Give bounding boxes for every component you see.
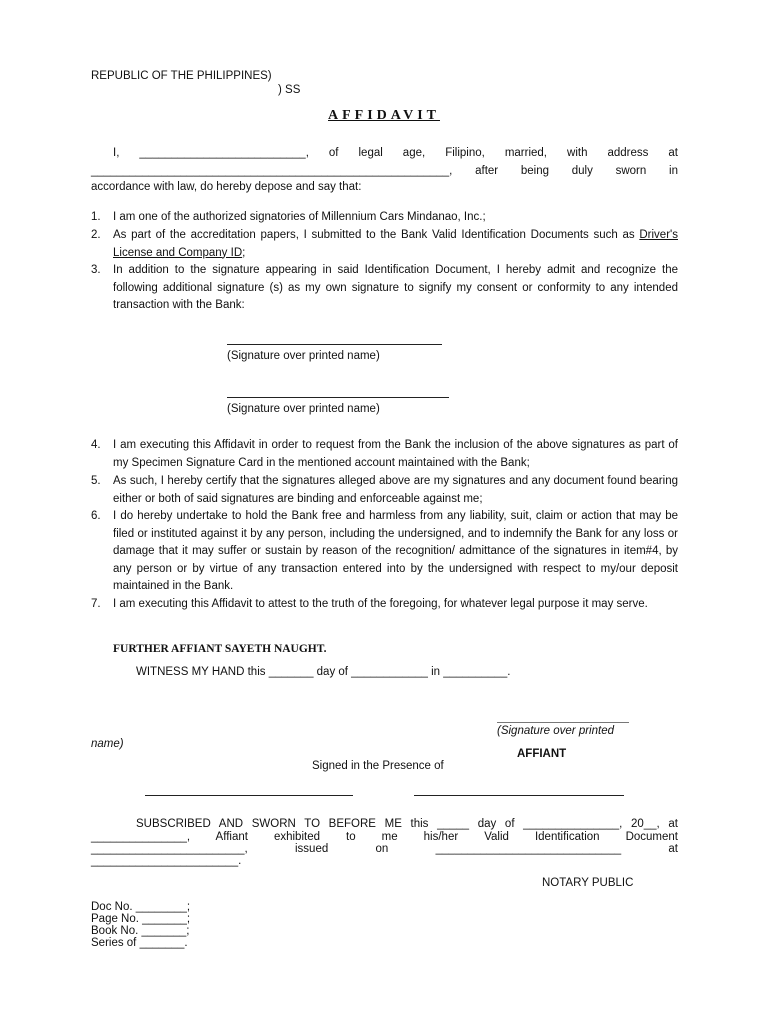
affiant-signature-caption-cont: name) [91, 738, 124, 750]
item-number: 3. [91, 264, 101, 276]
signature-line-2 [227, 397, 449, 398]
affiant-label: AFFIANT [517, 748, 567, 760]
doc-no: Doc No. ________; [91, 901, 191, 913]
intro-line-3: accordance with law, do hereby depose and say that: [91, 181, 362, 193]
item-text: I am executing this Affidavit to attest to the truth of the foregoing, for whatever legal purpose it may serve. [113, 598, 648, 610]
doc-references [91, 901, 190, 949]
item-text-before: As part of the accreditation papers, I submitted to the Bank Valid Identification Documents such as [113, 229, 635, 241]
signature-caption-1: (Signature over printed name) [227, 350, 380, 362]
witness-signature-line-1 [145, 795, 353, 796]
ss-header: ) SS [278, 84, 301, 96]
page-no: Page No. _______; [91, 913, 191, 925]
intro-line-2: ________________________________________________________, after being duly sworn in [91, 165, 678, 177]
signature-line-1 [227, 344, 442, 345]
item-number: 5. [91, 475, 101, 487]
jurat-line-3: ________________________, issued on _____________________________ at [91, 843, 678, 855]
item-text: In addition to the signature appearing in said Identification Document, I hereby admit and recognize the following additional signature (s) as my own signature to signify my consent or conformity to any intended transaction with the Bank: [113, 264, 678, 311]
signature-caption-2: (Signature over printed name) [227, 403, 380, 415]
affiant-signature-line [497, 722, 629, 723]
signed-presence: Signed in the Presence of [312, 760, 444, 772]
notary-public-label: NOTARY PUBLIC [542, 877, 634, 889]
item-text [113, 227, 678, 262]
document-title: AFFIDAVIT [328, 108, 440, 123]
item-text-underlined: Driver's License and Company ID [113, 229, 678, 259]
affiant-signature-caption: (Signature over printed [497, 725, 614, 737]
item-number: 1. [91, 211, 101, 223]
intro-line-1: I, __________________________, of legal age, Filipino, married, with address at [113, 147, 678, 159]
jurat-line-1: SUBSCRIBED AND SWORN TO BEFORE ME this _____ day of _______________, 20__, at [136, 818, 678, 830]
jurat-line-2: _______________, Affiant exhibited to me his/her Valid Identification Document [91, 831, 678, 843]
jurat-line-4: _______________________. [91, 855, 242, 867]
item-number: 2. [91, 229, 101, 241]
further-affiant: FURTHER AFFIANT SAYETH NAUGHT. [113, 643, 327, 655]
witness-line: WITNESS MY HAND this _______ day of ____________ in __________. [136, 666, 511, 678]
book-no: Book No. _______; [91, 925, 190, 937]
item-text: As such, I hereby certify that the signatures alleged above are my signatures and any document found bearing either or both of said signatures are binding and enforceable against me; [113, 475, 678, 505]
item-text: I am one of the authorized signatories of Millennium Cars Mindanao, Inc.; [113, 211, 486, 223]
witness-signature-line-2 [414, 795, 624, 796]
item-text: I am executing this Affidavit in order to request from the Bank the inclusion of the above signatures as part of my Specimen Signature Card in the mentioned account maintained with the Bank; [113, 439, 678, 469]
item-text-after: ; [242, 246, 246, 259]
item-number: 7. [91, 598, 101, 610]
series-of: Series of _______. [91, 937, 188, 949]
item-number: 4. [91, 439, 101, 451]
item-number: 6. [91, 510, 101, 522]
item-text: I do hereby undertake to hold the Bank free and harmless from any liability, suit, claim or action that may be filed or instituted against it by any person, including the undersigned, and to indemnify the Bank for any loss or damage that it may suffer or sustain by reason of the recognition/ admittance of the signatures in item#4, by any person or by virtue of any transaction entered into by the undersigned with respect to my/our deposit maintained in the Bank. [113, 510, 678, 592]
republic-header: REPUBLIC OF THE PHILIPPINES) [91, 70, 272, 82]
